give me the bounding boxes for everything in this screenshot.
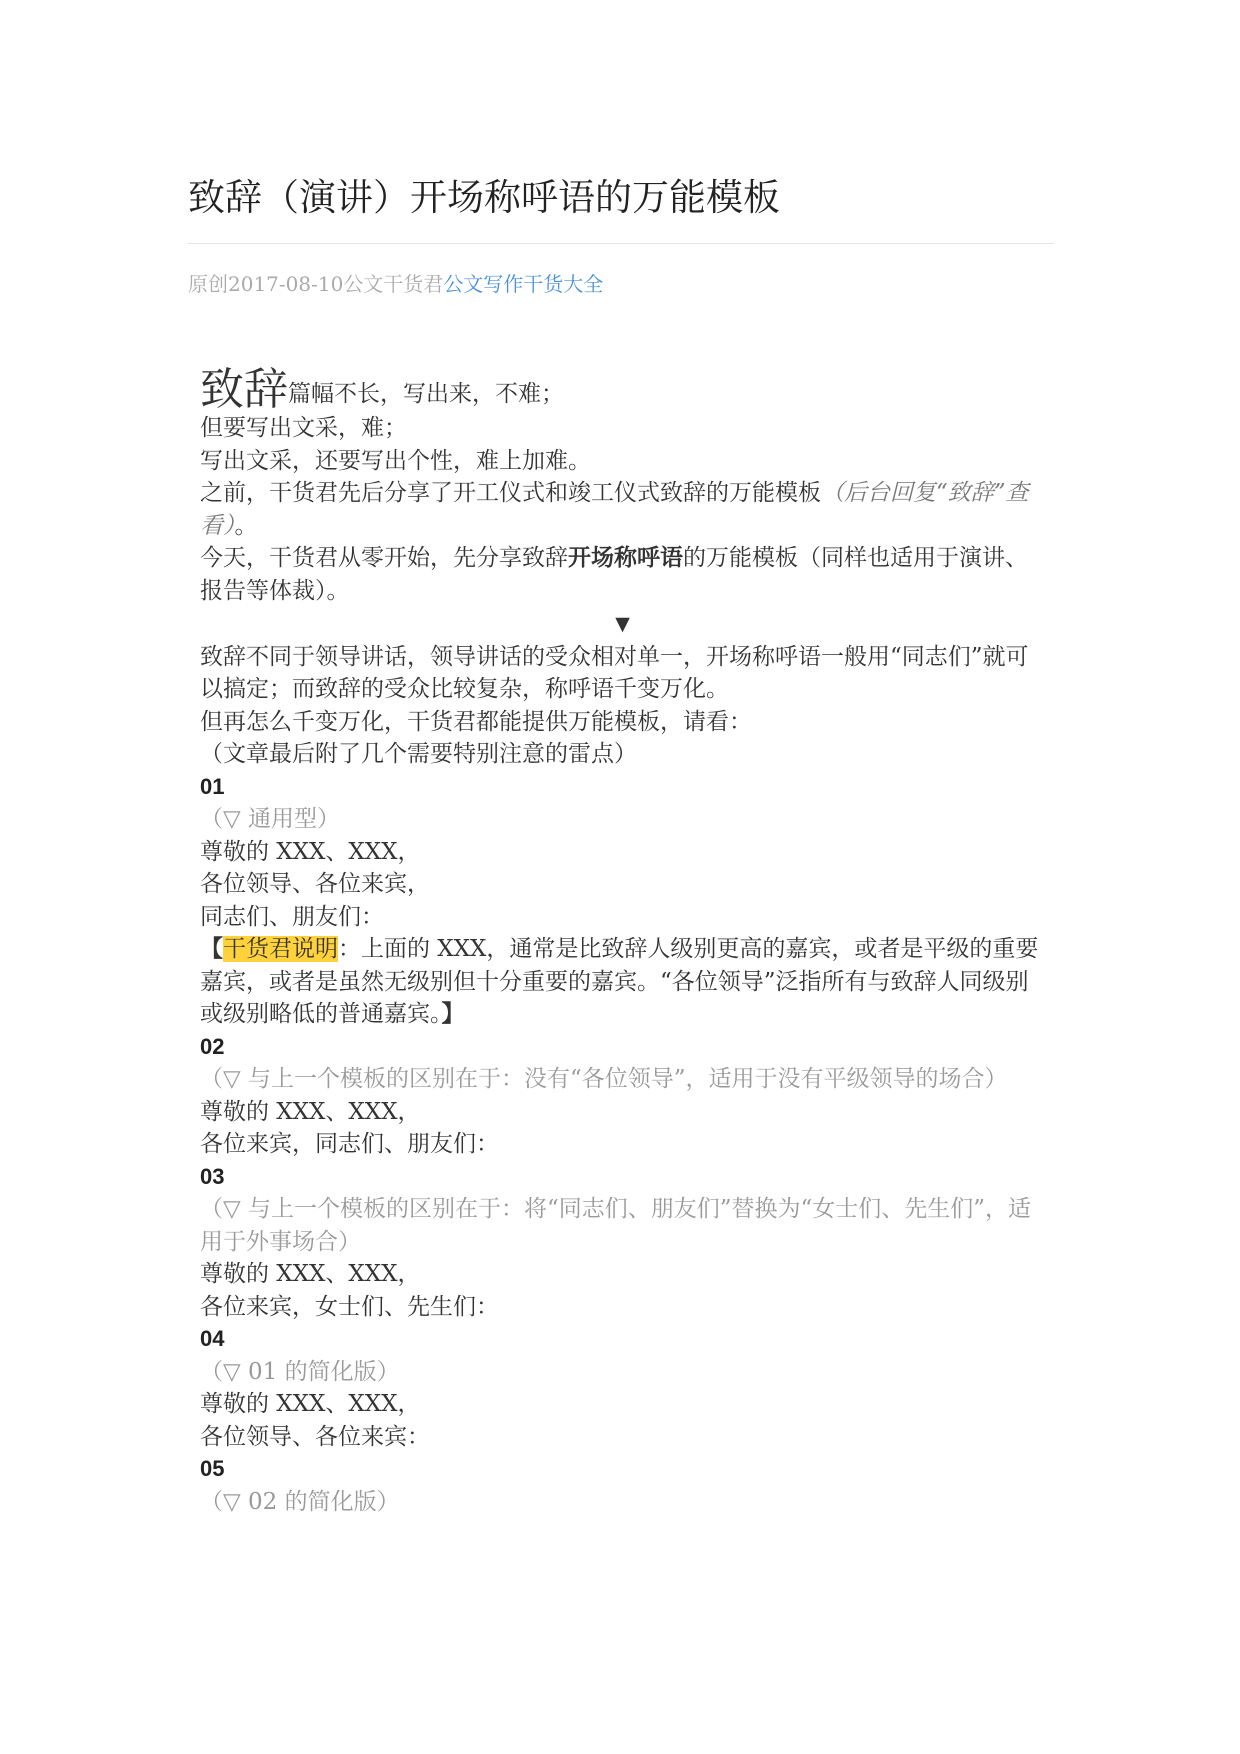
intro-line-3: 写出文采，还要写出个性，难上加难。 bbox=[200, 447, 591, 474]
section-note: （▽ 01 的简化版） bbox=[200, 1358, 400, 1385]
hollow-triangle-icon: （▽ bbox=[200, 1196, 241, 1222]
section-note: （▽ 与上一个模板的区别在于：将“同志们、朋友们”替换为“女士们、先生们”，适用于外事场合） bbox=[200, 1196, 1032, 1255]
reply-hint: （后台回复“致辞”查看） bbox=[200, 480, 1029, 539]
explain-block: 【干货君说明：上面的 XXX，通常是比致辞人级别更高的嘉宾，或者是平级的重要嘉宾，或者是虽然无级别但十分重要的嘉宾。“各位领导”泛指所有与致辞人同级别或级别略低的普通嘉宾。】 bbox=[200, 936, 1039, 1027]
down-arrow-icon: ▼ bbox=[615, 613, 630, 635]
intro-line-5: 今天，干货君从零开始，先分享致辞开场称呼语的万能模板（同样也适用于演讲、报告等体裁）。 bbox=[200, 545, 1028, 604]
intro-line-1: 致辞篇幅不长，写出来，不难； bbox=[200, 364, 564, 415]
template-line: 同志们、朋友们： bbox=[200, 903, 384, 930]
template-line: 尊敬的 XXX、XXX， bbox=[200, 1261, 421, 1287]
lead-big-word: 致辞 bbox=[200, 364, 288, 415]
template-line: 尊敬的 XXX、XXX， bbox=[200, 1391, 421, 1417]
template-line: 各位领导、各位来宾： bbox=[200, 1423, 430, 1450]
publish-date: 2017-08-10 bbox=[228, 272, 344, 296]
article-title: 致辞（演讲）开场称呼语的万能模板 bbox=[188, 176, 780, 219]
intro-para-4: （文章最后附了几个需要特别注意的雷点） bbox=[200, 741, 637, 767]
section-number: 01 bbox=[200, 773, 225, 799]
article-body bbox=[200, 364, 1045, 1518]
original-label: 原创 bbox=[188, 272, 228, 296]
template-line: 尊敬的 XXX、XXX， bbox=[200, 838, 421, 865]
section-number: 03 bbox=[200, 1163, 225, 1189]
template-line: 尊敬的 XXX、XXX， bbox=[200, 1098, 421, 1125]
intro-line-4: 之前，干货君先后分享了开工仪式和竣工仪式致辞的万能模板（后台回复“致辞”查看）。 bbox=[200, 480, 1029, 539]
section-number: 02 bbox=[200, 1033, 225, 1059]
template-line: 各位来宾，同志们、朋友们： bbox=[200, 1131, 499, 1157]
section-note: （▽ 02 的简化版） bbox=[200, 1488, 400, 1515]
template-line: 各位领导、各位来宾， bbox=[200, 871, 430, 897]
title-divider bbox=[188, 243, 1054, 244]
intro-para-3: 但再怎么千变万化，干货君都能提供万能模板，请看： bbox=[200, 708, 752, 735]
section-number: 04 bbox=[200, 1326, 225, 1351]
author-name: 公文干货君 bbox=[343, 272, 444, 296]
hollow-triangle-icon: （▽ bbox=[200, 1488, 241, 1515]
article-meta bbox=[188, 268, 603, 300]
hollow-triangle-icon: （▽ bbox=[200, 1066, 241, 1092]
section-note: （▽ 与上一个模板的区别在于：没有“各位领导”，适用于没有平级领导的场合） bbox=[200, 1066, 1008, 1092]
template-line: 各位来宾，女士们、先生们： bbox=[200, 1293, 499, 1320]
section-number: 05 bbox=[200, 1456, 225, 1481]
bold-phrase: 开场称呼语 bbox=[568, 545, 683, 571]
intro-para-2: 致辞不同于领导讲话，领导讲话的受众相对单一，开场称呼语一般用“同志们”就可以搞定；而致辞的受众比较复杂，称呼语千变万化。 bbox=[200, 643, 1029, 702]
account-link[interactable]: 公文写作干货大全 bbox=[443, 272, 604, 296]
section-note: （▽ 通用型） bbox=[200, 806, 341, 832]
intro-line-2: 但要写出文采，难； bbox=[200, 415, 407, 441]
hollow-triangle-icon: （▽ bbox=[200, 806, 241, 832]
highlight-label: 干货君说明 bbox=[223, 936, 338, 962]
hollow-triangle-icon: （▽ bbox=[200, 1358, 241, 1385]
